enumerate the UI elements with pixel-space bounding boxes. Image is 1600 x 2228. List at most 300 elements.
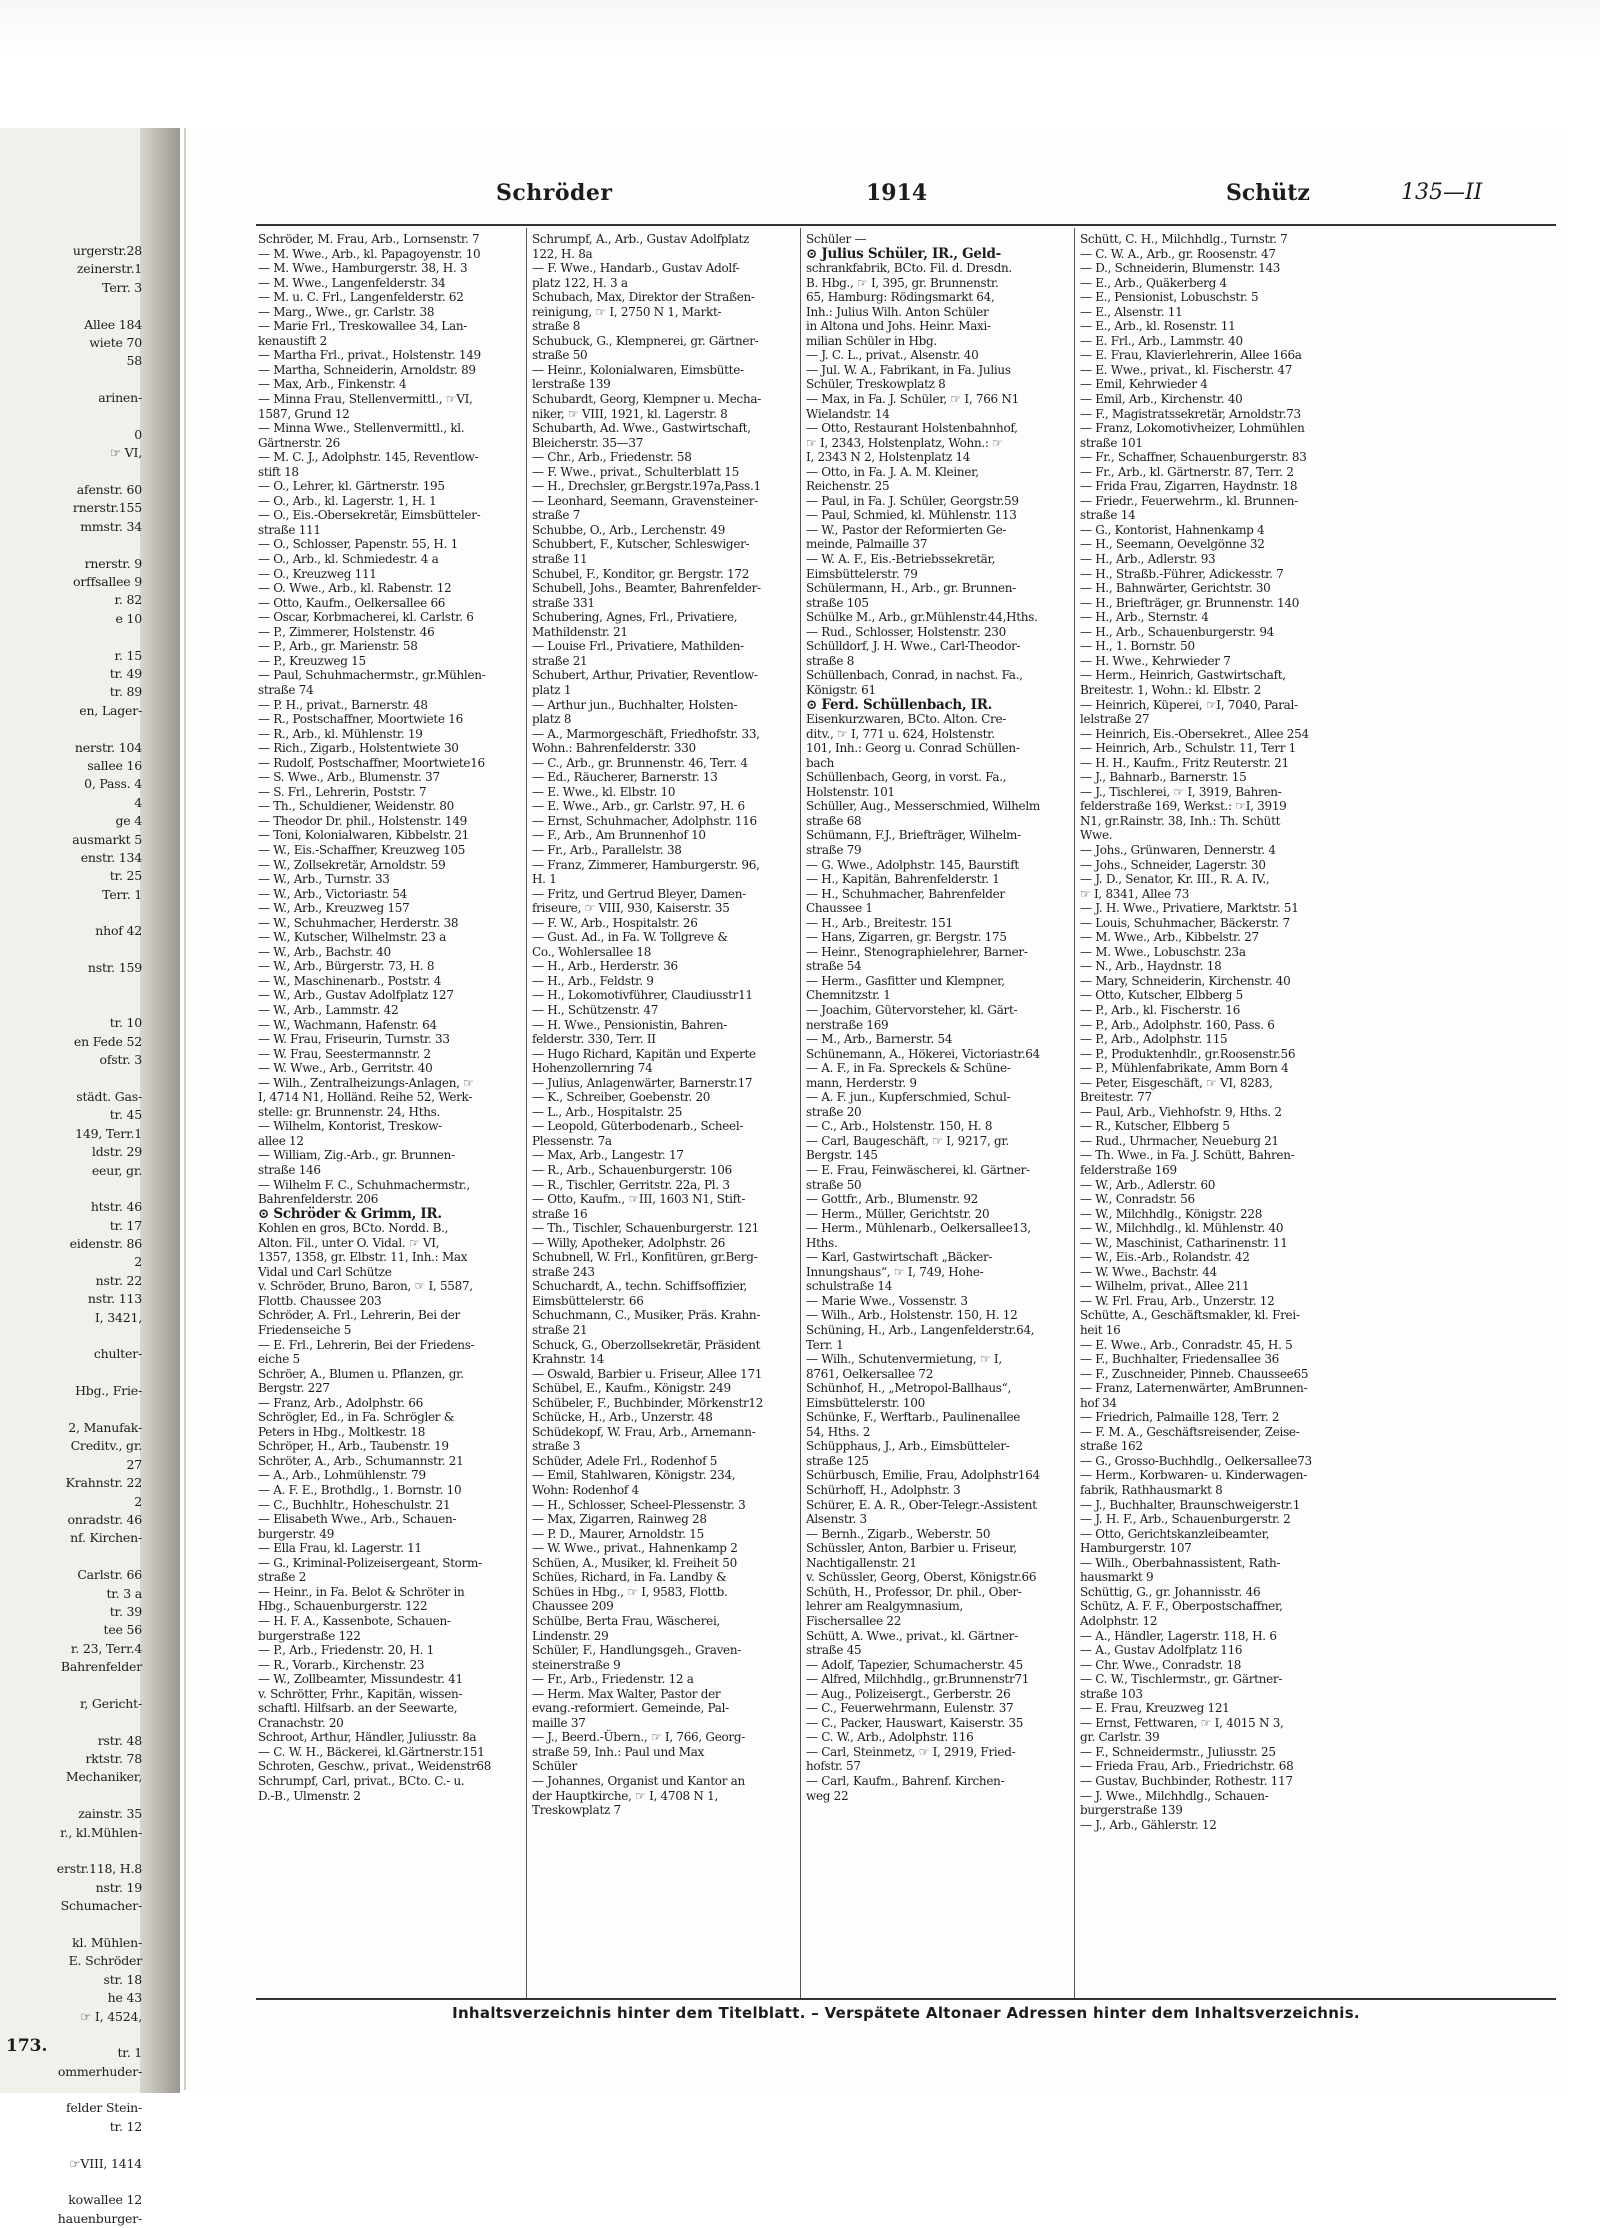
directory-entry-line: — Friedrich, Palmaille 128, Terr. 2 xyxy=(1080,1410,1280,1425)
directory-entry-line: — Herm., Heinrich, Gastwirtschaft, xyxy=(1080,668,1286,683)
left-page-line: orffsallee 9 xyxy=(73,574,142,590)
directory-entry-line: allee 12 xyxy=(258,1133,304,1148)
directory-entry-line: Breitestr. 77 xyxy=(1080,1090,1152,1105)
column-divider xyxy=(526,228,527,1998)
directory-entry-line: straße 45 xyxy=(806,1643,862,1658)
left-page-line: I, 3421, xyxy=(94,1309,142,1325)
left-page-line: r, Gericht- xyxy=(79,1695,142,1711)
directory-entry-line: felderstraße 169 xyxy=(1080,1163,1177,1177)
directory-entry-line: — Franz, Zimmerer, Hamburgerstr. 96, xyxy=(532,857,760,872)
left-page-line: tr. 89 xyxy=(109,684,142,700)
directory-entry-line: Plessenstr. 7a xyxy=(532,1133,612,1148)
directory-entry-line: — Otto, Restaurant Holstenbahnhof, xyxy=(806,421,1018,436)
directory-entry-line: — C., Packer, Hauswart, Kaiserstr. 35 xyxy=(806,1715,1024,1730)
directory-entry-line: — Johannes, Organist und Kantor an xyxy=(532,1773,745,1788)
directory-entry-line: — G., Kontorist, Hahnenkamp 4 xyxy=(1080,522,1265,537)
page-footer-notice: Inhaltsverzeichnis hinter dem Titelblatt. – Verspätete Altonaer Adressen hinter dem Inhaltsverzeichnis. xyxy=(452,2004,1360,2022)
directory-entry-line: Schubel, F., Konditor, gr. Bergstr. 172 xyxy=(532,566,750,581)
directory-entry-line: straße 146 xyxy=(258,1163,321,1177)
directory-entry-line: — R., Arb., kl. Mühlenstr. 19 xyxy=(258,726,423,741)
directory-entry-line: Bahrenfelderstr. 206 xyxy=(258,1192,379,1207)
directory-entry-line: straße 7 xyxy=(532,508,581,523)
left-page-line: E. Schröder xyxy=(68,1953,142,1969)
left-page-line: nstr. 19 xyxy=(95,1879,142,1895)
directory-entry-line: Schürhoff, H., Adolphstr. 3 xyxy=(806,1483,961,1498)
left-page-line: ge 4 xyxy=(115,813,142,829)
left-page-line: r. 23, Terr.4 xyxy=(70,1640,142,1656)
left-page-line: tr. 1 xyxy=(117,2045,142,2061)
directory-entry-line: — H., Bahnwärter, Gerichtstr. 30 xyxy=(1080,581,1271,596)
directory-entry-line: Schubuck, G., Klempnerei, gr. Gärtner- xyxy=(532,333,759,348)
directory-entry-line: — Martha Frl., privat., Holstenstr. 149 xyxy=(258,348,481,363)
directory-entry-line: — M. u. C. Frl., Langenfelderstr. 62 xyxy=(258,290,464,305)
left-page-line: tr. 3 a xyxy=(106,1585,142,1601)
directory-entry-line: — Marie Wwe., Vossenstr. 3 xyxy=(806,1293,968,1308)
directory-entry-line: hausmarkt 9 xyxy=(1080,1570,1154,1585)
directory-entry-line: — Max, Zigarren, Rainweg 28 xyxy=(532,1512,707,1527)
left-page-line: 2 xyxy=(134,1493,142,1509)
directory-entry-line: — E. Wwe., kl. Elbstr. 10 xyxy=(532,784,676,799)
left-page-line: Mechaniker, xyxy=(65,1769,142,1785)
directory-entry-line: Schübel, E., Kaufm., Königstr. 249 xyxy=(532,1381,731,1396)
left-page-line xyxy=(0,1070,150,1088)
directory-entry-line: N1, gr.Rainstr. 38, Inh.: Th. Schütt xyxy=(1080,813,1281,828)
directory-entry-line: — R., Postschaffner, Moortwiete 16 xyxy=(258,712,463,727)
directory-entry-line: Schütte, A., Geschäftsmakler, kl. Frei- xyxy=(1080,1308,1300,1323)
left-page-line: tr. 45 xyxy=(109,1107,142,1123)
left-page-line xyxy=(0,297,150,315)
directory-entry-line: — Ella Frau, kl. Lagerstr. 11 xyxy=(258,1541,422,1556)
directory-entry-line: Schülermann, H., Arb., gr. Brunnen- xyxy=(806,581,1016,596)
directory-entry-line: — W. Wwe., Arb., Gerritstr. 40 xyxy=(258,1061,433,1076)
directory-entry-line: — O. Wwe., Arb., kl. Rabenstr. 12 xyxy=(258,581,452,596)
directory-entry-line: — Herm., Korbwaren- u. Kinderwagen- xyxy=(1080,1468,1307,1483)
left-page-line xyxy=(0,2136,150,2154)
directory-entry-line: Schuchmann, C., Musiker, Präs. Krahn- xyxy=(532,1308,761,1323)
directory-entry-line: straße 111 xyxy=(258,522,321,537)
directory-entry-line: — Joachim, Gütervorsteher, kl. Gärt- xyxy=(806,1002,1018,1017)
entry-column-3 xyxy=(806,232,1068,1803)
directory-entry-line: Co., Wohlersallee 18 xyxy=(532,944,652,959)
directory-entry-line: ☞ I, 8341, Allee 73 xyxy=(1080,886,1190,901)
directory-entry-line: — Carl, Baugeschäft, ☞ I, 9217, gr. xyxy=(806,1133,1010,1148)
entry-column-2 xyxy=(532,232,794,1818)
directory-entry-line: — H., Briefträger, gr. Brunnenstr. 140 xyxy=(1080,595,1300,610)
directory-entry-line: — L., Arb., Hospitalstr. 25 xyxy=(532,1104,683,1119)
directory-entry-line: — W., Arb., Adlerstr. 60 xyxy=(1080,1177,1216,1192)
directory-entry-line: — M. Wwe., Langenfelderstr. 34 xyxy=(258,275,446,290)
directory-entry-line: Schröper, H., Arb., Taubenstr. 19 xyxy=(258,1439,449,1454)
left-page-line xyxy=(0,2081,150,2099)
left-page-line: urgerstr.28 xyxy=(72,243,142,258)
directory-entry-line: — G., Kriminal-Polizeisergeant, Storm- xyxy=(258,1555,482,1570)
directory-entry-line: — W. Frau, Friseurin, Turnstr. 33 xyxy=(258,1032,450,1047)
directory-entry-line: — M. Wwe., Hamburgerstr. 38, H. 3 xyxy=(258,261,468,276)
directory-entry-line: Schütt, A. Wwe., privat., kl. Gärtner- xyxy=(806,1628,1018,1643)
directory-entry-line: — Otto, Kutscher, Elbberg 5 xyxy=(1080,988,1243,1003)
left-page-line: mmstr. 34 xyxy=(80,518,142,534)
directory-entry-line: — Elisabeth Wwe., Arb., Schauen- xyxy=(258,1512,457,1527)
directory-entry-line: — Rich., Zigarb., Holstentwiete 30 xyxy=(258,741,459,756)
left-page-line: 27 xyxy=(126,1456,142,1472)
directory-entry-line: — Fr., Arb., kl. Gärtnerstr. 87, Terr. 2 xyxy=(1080,464,1294,479)
directory-entry-line: — W., Zollbeamter, Missundestr. 41 xyxy=(258,1672,463,1687)
directory-entry-line: — Theodor Dr. phil., Holstenstr. 149 xyxy=(258,813,467,828)
directory-entry-line: — Fr., Arb., Friedenstr. 12 a xyxy=(532,1672,694,1687)
left-page-line: rktstr. 78 xyxy=(85,1751,142,1767)
directory-entry-line: — H., Schützenstr. 47 xyxy=(532,1002,659,1017)
directory-entry-line: — Fr., Schaffner, Schauenburgerstr. 83 xyxy=(1080,450,1307,465)
left-page-line: 0, Pass. 4 xyxy=(84,776,142,792)
directory-entry-line: H. 1 xyxy=(532,872,557,887)
directory-entry-line: Schüler — xyxy=(806,232,867,246)
directory-entry-line: Eimsbüttelerstr. 66 xyxy=(532,1293,644,1308)
directory-entry-line: Schubert, Arthur, Privatier, Reventlow- xyxy=(532,668,758,683)
directory-entry-line: — Paul, Arb., Viehhofstr. 9, Hths. 2 xyxy=(1080,1104,1282,1119)
directory-entry-line: Chaussee 209 xyxy=(532,1599,614,1614)
directory-entry-line: Alsenstr. 3 xyxy=(806,1512,867,1527)
directory-entry-line: evang.-reformiert. Gemeinde, Pal- xyxy=(532,1701,729,1716)
directory-entry-line: — H., Seemann, Oevelgönne 32 xyxy=(1080,537,1265,552)
directory-entry-line: Schröder, A. Frl., Lehrerin, Bei der xyxy=(258,1308,460,1323)
directory-entry-line: — Johs., Schneider, Lagerstr. 30 xyxy=(1080,857,1266,872)
directory-entry-line: — Ed., Räucherer, Barnerstr. 13 xyxy=(532,770,718,785)
left-page-line: r. 15 xyxy=(114,647,142,663)
page-header xyxy=(186,180,1566,220)
directory-entry-line: — W., Arb., Gustav Adolfplatz 127 xyxy=(258,988,454,1003)
directory-entry-line: fabrik, Rathhausmarkt 8 xyxy=(1080,1483,1223,1498)
directory-entry-line: — W., Arb., Turnstr. 33 xyxy=(258,872,390,887)
directory-entry-line: — W., Pastor der Reformierten Ge- xyxy=(806,522,1007,537)
directory-entry-line: Schütz, A. F. F., Oberpostschaffner, xyxy=(1080,1599,1283,1614)
directory-entry-line: platz 8 xyxy=(532,712,572,727)
directory-entry-line: — F. W., Arb., Hospitalstr. 26 xyxy=(532,915,698,930)
directory-entry-line: — Heinrich, Küperei, ☞I, 7040, Paral- xyxy=(1080,697,1298,712)
directory-entry-line: Hbg., Schauenburgerstr. 122 xyxy=(258,1599,428,1614)
directory-entry-line: — Marg., Wwe., gr. Carlstr. 38 xyxy=(258,304,435,319)
directory-entry-line: — H., Arb., Breitestr. 151 xyxy=(806,915,953,930)
directory-entry-line: lehrer am Realgymnasium, xyxy=(806,1599,963,1614)
directory-entry-line: — W., Maschinenarb., Poststr. 4 xyxy=(258,973,442,988)
left-page-line: rnerstr.155 xyxy=(72,500,142,516)
directory-entry-line: — Hans, Zigarren, gr. Bergstr. 175 xyxy=(806,930,1007,945)
directory-entry-line: — F. Wwe., privat., Schulterblatt 15 xyxy=(532,464,740,479)
directory-entry-line: ☞ I, 2343, Holstenplatz, Wohn.: ☞ xyxy=(806,435,1003,450)
directory-entry-line: Schülbe, Berta Frau, Wäscherei, xyxy=(532,1613,721,1628)
directory-entry-line: Alton. Fil., unter O. Vidal. ☞ VI, xyxy=(258,1235,440,1250)
directory-entry-line: straße 21 xyxy=(532,1323,588,1338)
directory-entry-line: felderstr. 330, Terr. II xyxy=(532,1032,656,1047)
left-page-line: ausmarkt 5 xyxy=(72,831,142,847)
directory-entry-line: ⊙ Schröder & Grimm, IR. xyxy=(258,1205,442,1222)
directory-entry-line: — P., Arb., kl. Fischerstr. 16 xyxy=(1080,1002,1241,1017)
directory-entry-line: — Gottfr., Arb., Blumenstr. 92 xyxy=(806,1192,978,1207)
directory-entry-line: — Martha, Schneiderin, Arnoldstr. 89 xyxy=(258,362,476,377)
directory-entry-line: — Fritz, und Gertrud Bleyer, Damen- xyxy=(532,886,746,901)
directory-entry-line: straße 105 xyxy=(806,595,869,610)
directory-entry-line: — J., Buchhalter, Braunschweigerstr.1 xyxy=(1080,1497,1301,1512)
directory-entry-line: — Emil, Stahlwaren, Königstr. 234, xyxy=(532,1468,736,1483)
left-page-line: tr. 12 xyxy=(109,2118,142,2134)
directory-entry-line: — J. D., Senator, Kr. III., R. A. IV., xyxy=(1080,872,1270,887)
directory-entry-line: Schüth, H., Professor, Dr. phil., Ober- xyxy=(806,1584,1022,1599)
directory-entry-line: — K., Schreiber, Goebenstr. 20 xyxy=(532,1090,711,1105)
directory-entry-line: — A. F. E., Brothdlg., 1. Bornstr. 10 xyxy=(258,1483,462,1498)
directory-entry-line: — H., Straßb.-Führer, Adickesstr. 7 xyxy=(1080,566,1284,581)
left-page-line xyxy=(0,2173,150,2191)
directory-entry-line: — Gustav, Buchbinder, Rothestr. 117 xyxy=(1080,1773,1293,1788)
directory-entry-line: Schrumpf, Carl, privat., BCto. C.- u. xyxy=(258,1773,465,1788)
directory-entry-line: Eimsbüttelerstr. 79 xyxy=(806,566,918,581)
directory-entry-line: straße 79 xyxy=(806,842,862,857)
left-page-line: ☞ I, 4524, xyxy=(80,2008,142,2024)
left-page-line: kowallee 12 xyxy=(68,2192,142,2208)
directory-entry-line: — Otto, in Fa. J. A. M. Kleiner, xyxy=(806,464,979,479)
directory-entry-line: — J. C. L., privat., Alsenstr. 40 xyxy=(806,348,979,363)
left-page-line: en Fede 52 xyxy=(73,1033,142,1049)
directory-entry-line: Schroot, Arthur, Händler, Juliusstr. 8a xyxy=(258,1730,477,1745)
directory-entry-line: — D., Schneiderin, Blumenstr. 143 xyxy=(1080,261,1281,276)
directory-entry-line: maille 37 xyxy=(532,1715,586,1730)
directory-entry-line: in Altona und Johs. Heinr. Maxi- xyxy=(806,319,991,334)
left-page-line xyxy=(0,978,150,996)
directory-entry-line: — H. F. A., Kassenbote, Schauen- xyxy=(258,1613,451,1628)
directory-entry-line: — Leopold, Güterbodenarb., Scheel- xyxy=(532,1119,744,1134)
directory-entry-line: — H., Schlosser, Scheel-Plessenstr. 3 xyxy=(532,1497,746,1512)
directory-entry-line: — Heinr., in Fa. Belot & Schröter in xyxy=(258,1584,465,1599)
directory-entry-line: — Louise Frl., Privatiere, Mathilden- xyxy=(532,639,744,654)
directory-entry-line: Schrumpf, A., Arb., Gustav Adolfplatz xyxy=(532,232,750,246)
directory-entry-line: — A., Arb., Lohmühlenstr. 79 xyxy=(258,1468,426,1483)
left-page-line xyxy=(0,1180,150,1198)
left-page-line xyxy=(0,536,150,554)
directory-entry-line: — M. Wwe., Arb., kl. Papagoyenstr. 10 xyxy=(258,246,481,261)
directory-entry-line: — J., Arb., Gählerstr. 12 xyxy=(1080,1817,1217,1832)
directory-entry-line: Nachtigallenstr. 21 xyxy=(806,1555,917,1570)
left-page-line: Allee 184 xyxy=(84,316,142,332)
directory-entry-line: — E., Alsenstr. 11 xyxy=(1080,304,1183,319)
directory-entry-line: Vidal und Carl Schütze xyxy=(258,1264,392,1279)
directory-entry-line: Schubach, Max, Direktor der Straßen- xyxy=(532,290,755,305)
directory-entry-line: straße 331 xyxy=(532,595,595,610)
directory-entry-line: v. Schüssler, Georg, Oberst, Königstr.66 xyxy=(806,1570,1037,1585)
directory-entry-line: straße 8 xyxy=(532,319,581,334)
directory-entry-line: — R., Tischler, Gerritstr. 22a, Pl. 3 xyxy=(532,1177,730,1192)
left-page-line: afenstr. 60 xyxy=(76,482,142,498)
directory-entry-line: Schüller, Aug., Messerschmied, Wilhelm xyxy=(806,799,1040,814)
directory-entry-line: Krahnstr. 14 xyxy=(532,1352,605,1367)
directory-entry-line: — Heinr., Stenographielehrer, Barner- xyxy=(806,944,1028,959)
directory-entry-line: — M. Wwe., Lobuschstr. 23a xyxy=(1080,944,1246,959)
directory-entry-line: — W. Frau, Seestermannstr. 2 xyxy=(258,1046,431,1061)
directory-entry-line: kenaustift 2 xyxy=(258,333,327,348)
directory-entry-line: Schubell, Johs., Beamter, Bahrenfelder- xyxy=(532,581,761,596)
directory-entry-line: — E. Frau, Feinwäscherei, kl. Gärtner- xyxy=(806,1163,1030,1177)
directory-entry-line: — J., Beerd.-Übern., ☞ I, 766, Georg- xyxy=(532,1730,746,1745)
directory-entry-line: nerstraße 169 xyxy=(806,1017,889,1032)
directory-entry-line: Eimsbüttelerstr. 100 xyxy=(806,1395,925,1410)
directory-entry-line: — W., Zollsekretär, Arnoldstr. 59 xyxy=(258,857,446,872)
directory-entry-line: — F., Buchhalter, Friedensallee 36 xyxy=(1080,1352,1279,1367)
directory-entry-line: — Rud., Uhrmacher, Neueburg 21 xyxy=(1080,1133,1279,1148)
directory-entry-line: burgerstraße 122 xyxy=(258,1628,361,1643)
directory-entry-line: Bergstr. 145 xyxy=(806,1148,878,1163)
directory-entry-line: Schüdekopf, W. Frau, Arb., Arnemann- xyxy=(532,1424,756,1439)
directory-entry-line: Fischersallee 22 xyxy=(806,1613,902,1628)
directory-entry-line: — J., Bahnarb., Barnerstr. 15 xyxy=(1080,770,1247,785)
directory-entry-line: I, 2343 N 2, Holstenplatz 14 xyxy=(806,450,971,465)
left-page-line xyxy=(0,720,150,738)
directory-entry-line: Cranachstr. 20 xyxy=(258,1715,344,1730)
left-page-line: tr. 10 xyxy=(109,1015,142,1031)
directory-entry-line: hofstr. 57 xyxy=(806,1759,861,1774)
directory-entry-line: Bergstr. 227 xyxy=(258,1381,330,1396)
directory-entry-line: B. Hbg., ☞ I, 395, gr. Brunnenstr. xyxy=(806,275,999,290)
directory-entry-line: — Karl, Gastwirtschaft „Bäcker- xyxy=(806,1250,993,1265)
left-page-line: wiete 70 xyxy=(89,334,142,350)
directory-entry-line: — W., Wachmann, Hafenstr. 64 xyxy=(258,1017,437,1032)
directory-entry-line: — Heinrich, Eis.-Obersekret., Allee 254 xyxy=(1080,726,1309,741)
left-page-line: Krahnstr. 22 xyxy=(65,1475,142,1491)
directory-entry-line: Schüder, Adele Frl., Rodenhof 5 xyxy=(532,1453,718,1468)
directory-entry-line: 1357, 1358, gr. Elbstr. 11, Inh.: Max xyxy=(258,1250,468,1265)
directory-entry-line: — Herm., Müller, Gerichtstr. 20 xyxy=(806,1206,990,1221)
directory-entry-line: — O., Lehrer, kl. Gärtnerstr. 195 xyxy=(258,479,445,494)
directory-entry-line: — O., Eis.-Obersekretär, Eimsbütteler- xyxy=(258,508,481,523)
directory-entry-line: — Wilh., Oberbahnassistent, Rath- xyxy=(1080,1555,1281,1570)
left-page-line xyxy=(0,1401,150,1419)
directory-entry-line: — Adolf, Tapezier, Schumacherstr. 45 xyxy=(806,1657,1023,1672)
directory-entry-line: Schüllenbach, Georg, in vorst. Fa., xyxy=(806,770,1007,785)
directory-entry-line: — W., Arb., Bachstr. 40 xyxy=(258,944,391,959)
directory-entry-line: weg 22 xyxy=(806,1788,849,1803)
directory-entry-line: — W., Conradstr. 56 xyxy=(1080,1192,1195,1207)
directory-entry-line: — H., Drechsler, gr.Bergstr.197a,Pass.1 xyxy=(532,479,761,494)
directory-entry-line: Chaussee 1 xyxy=(806,901,873,916)
directory-entry-line: — C. W. A., Arb., gr. Roosenstr. 47 xyxy=(1080,246,1276,261)
directory-entry-line: — M. C. J., Adolphstr. 145, Reventlow- xyxy=(258,450,479,465)
directory-entry-line: — H., Arb., Sternstr. 4 xyxy=(1080,610,1209,625)
directory-entry-line: straße 11 xyxy=(532,552,588,567)
directory-entry-line: stift 18 xyxy=(258,464,299,479)
directory-entry-line: straße 101 xyxy=(1080,435,1143,450)
directory-entry-line: straße 162 xyxy=(1080,1439,1143,1454)
directory-entry-line: — Max, Arb., Langestr. 17 xyxy=(532,1148,684,1163)
directory-entry-line: 65, Hamburg: Rödingsmarkt 64, xyxy=(806,290,995,305)
directory-entry-line: — H., Lokomotivführer, Claudiusstr11 xyxy=(532,988,753,1003)
directory-entry-line: — R., Vorarb., Kirchenstr. 23 xyxy=(258,1657,425,1672)
footer-rule xyxy=(256,1998,1556,2000)
directory-entry-line: — W. A. F., Eis.-Betriebssekretär, xyxy=(806,552,996,567)
directory-entry-line: — Heinr., Kolonialwaren, Eimsbütte- xyxy=(532,362,744,377)
left-page-line: en, Lager- xyxy=(79,702,142,718)
directory-entry-line: — Frieda Frau, Arb., Friedrichstr. 68 xyxy=(1080,1759,1294,1774)
directory-entry-line: — Wilh., Arb., Holstenstr. 150, H. 12 xyxy=(806,1308,1018,1323)
directory-entry-line: 1587, Grund 12 xyxy=(258,406,350,421)
column-divider xyxy=(800,228,801,1998)
left-page-line: Schumacher- xyxy=(60,1898,142,1914)
left-page-line xyxy=(0,1787,150,1805)
directory-entry-line: lelstraße 27 xyxy=(1080,712,1150,727)
left-page-line: ☞VIII, 1414 xyxy=(69,2155,142,2171)
directory-entry-line: Hamburgerstr. 107 xyxy=(1080,1541,1192,1556)
directory-entry-line: — E. Wwe., Arb., gr. Carlstr. 97, H. 6 xyxy=(532,799,745,814)
directory-entry-line: — Wilh., Zentralheizungs-Anlagen, ☞ xyxy=(258,1075,474,1090)
directory-entry-line: — F., Zuschneider, Pinneb. Chaussee65 xyxy=(1080,1366,1309,1381)
entry-column-4 xyxy=(1080,232,1342,1832)
directory-entry-line: — E. Wwe., privat., kl. Fischerstr. 47 xyxy=(1080,362,1293,377)
left-page-line: enstr. 134 xyxy=(80,849,142,865)
directory-entry-line: — C., Arb., gr. Brunnenstr. 46, Terr. 4 xyxy=(532,755,748,770)
directory-entry-line: 54, Hths. 2 xyxy=(806,1424,871,1439)
directory-entry-line: Schroten, Geschw., privat., Weidenstr68 xyxy=(258,1759,492,1774)
directory-entry-line: — Heinrich, Arb., Schulstr. 11, Terr 1 xyxy=(1080,741,1296,756)
directory-entry-line: — Franz, Arb., Adolphstr. 66 xyxy=(258,1395,423,1410)
directory-entry-line: bach xyxy=(806,755,835,770)
left-page-line: tr. 49 xyxy=(109,665,142,681)
directory-entry-line: Wohn.: Bahrenfelderstr. 330 xyxy=(532,741,696,756)
directory-entry-line: — W., Eis.-Schaffner, Kreuzweg 105 xyxy=(258,842,466,857)
left-page-fragment xyxy=(0,128,153,2226)
directory-entry-line: Schröder, M. Frau, Arb., Lornsenstr. 7 xyxy=(258,232,480,246)
directory-entry-line: straße 14 xyxy=(1080,508,1136,523)
directory-entry-line: — Fr., Arb., Parallelstr. 38 xyxy=(532,842,682,857)
directory-entry-line: Chemnitzstr. 1 xyxy=(806,988,891,1003)
left-page-line: htstr. 46 xyxy=(90,1199,142,1215)
left-page-line: Hbg., Frie- xyxy=(75,1383,142,1399)
left-page-line: nhof 42 xyxy=(95,923,142,939)
left-page-line: eidenstr. 86 xyxy=(69,1236,142,1252)
directory-entry-line: 122, H. 8a xyxy=(532,246,593,261)
directory-entry-line: — O., Schlosser, Papenstr. 55, H. 1 xyxy=(258,537,458,552)
directory-entry-line: — W. Wwe., Bachstr. 44 xyxy=(1080,1264,1217,1279)
directory-entry-line: Friedenseiche 5 xyxy=(258,1323,352,1338)
directory-entry-line: Schüllenbach, Conrad, in nachst. Fa., xyxy=(806,668,1023,683)
left-page-line: rstr. 48 xyxy=(97,1732,142,1748)
header-last-name: Schütz xyxy=(1226,180,1310,206)
directory-entry-line: Wielandstr. 14 xyxy=(806,406,890,421)
directory-entry-line: Schubbe, O., Arb., Lerchenstr. 49 xyxy=(532,522,726,537)
directory-entry-line: — C. W., Tischlermstr., gr. Gärtner- xyxy=(1080,1672,1283,1687)
left-page-line: 0 xyxy=(134,426,142,442)
directory-entry-line: Schüler, F., Handlungsgeh., Graven- xyxy=(532,1643,742,1658)
directory-entry-line: Wwe. xyxy=(1080,828,1113,843)
left-page-line: erstr.118, H.8 xyxy=(56,1861,142,1877)
directory-entry-line: — Arthur jun., Buchhalter, Holsten- xyxy=(532,697,738,712)
directory-entry-line: — J. H. Wwe., Privatiere, Marktstr. 51 xyxy=(1080,901,1299,916)
directory-entry-line: — Friedr., Feuerwehrm., kl. Brunnen- xyxy=(1080,493,1298,508)
directory-entry-line: — Oswald, Barbier u. Friseur, Allee 171 xyxy=(532,1366,763,1381)
left-page-line: arinen- xyxy=(98,390,142,406)
directory-entry-line: Schülldorf, J. H. Wwe., Carl-Theodor- xyxy=(806,639,1021,654)
directory-entry-line: — W., Eis.-Arb., Rolandstr. 42 xyxy=(1080,1250,1250,1265)
left-page-line: Terr. 1 xyxy=(102,886,142,902)
entry-column-1 xyxy=(258,232,520,1803)
left-page-line: r. 82 xyxy=(114,592,142,608)
directory-entry-line: Schüpphaus, J., Arb., Eimsbütteler- xyxy=(806,1439,1010,1454)
directory-entry-line: — P., Mühlenfabrikate, Amm Born 4 xyxy=(1080,1061,1289,1076)
directory-entry-line: — Minna Frau, Stellenvermittl., ☞VI, xyxy=(258,392,473,407)
directory-entry-line: D.-B., Ulmenstr. 2 xyxy=(258,1788,361,1803)
left-page-line: str. 18 xyxy=(103,1971,142,1987)
directory-entry-line: — Minna Wwe., Stellenvermittl., kl. xyxy=(258,421,465,436)
left-page-line: 149, Terr.1 xyxy=(75,1125,142,1141)
directory-entry-line: platz 122, H. 3 a xyxy=(532,275,628,290)
left-page-line: hauenburger- xyxy=(57,2210,142,2226)
directory-entry-line: — A. F., in Fa. Spreckels & Schüne- xyxy=(806,1061,1011,1076)
directory-entry-line: — J., Tischlerei, ☞ I, 3919, Bahren- xyxy=(1080,784,1282,799)
directory-entry-line: — H. Wwe., Kehrwieder 7 xyxy=(1080,653,1231,668)
